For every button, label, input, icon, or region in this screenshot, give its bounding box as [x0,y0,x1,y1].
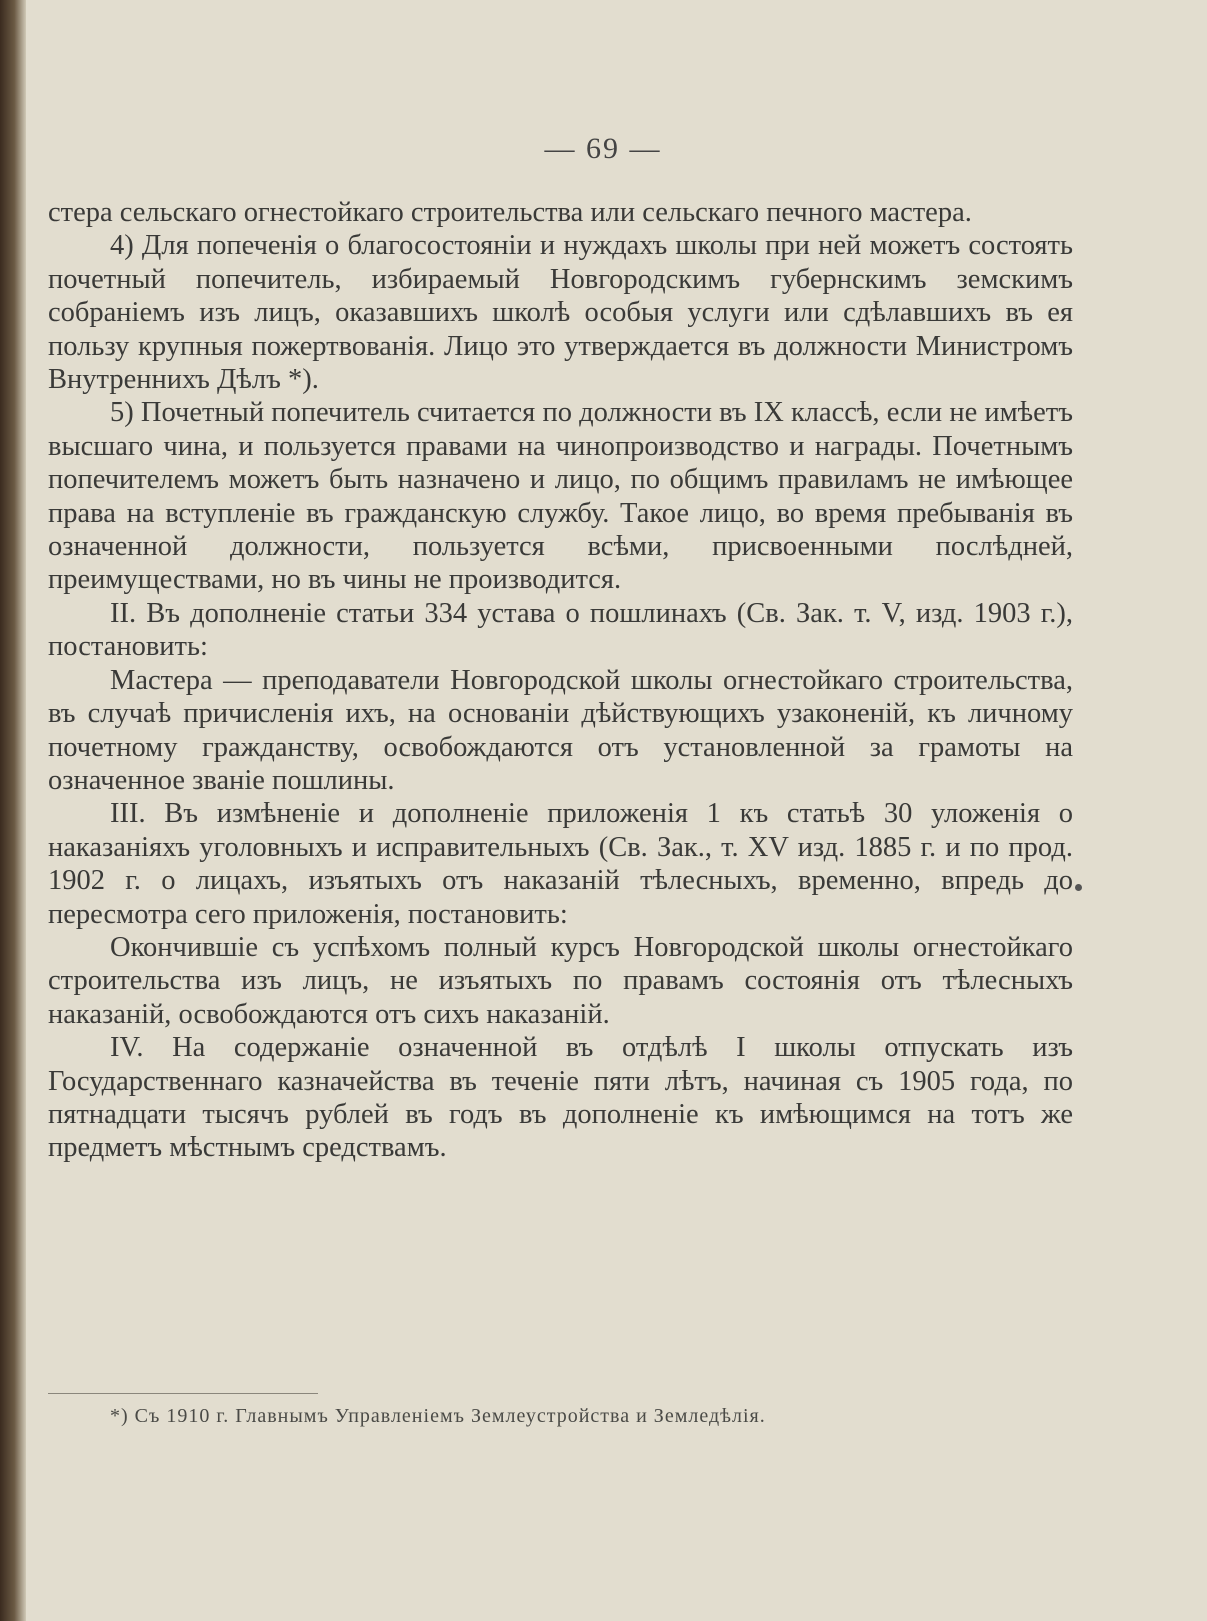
paragraph-graduates: Окончившіе съ успѣхомъ полный курсъ Новгородской школы огнестойкаго строительства изъ лицъ, не изъятыхъ по правамъ состоянія отъ тѣлесныхъ наказаній, освобождаются отъ сихъ наказаній. [48,931,1073,1030]
paragraph-masters: Мастера — преподаватели Новгородской школы огнестойкаго строительства, въ случаѣ причисленія ихъ, на основаніи дѣйствующихъ узаконеній, къ личному почетному гражданству, освобождаются отъ установленной за грамоты на означенное званіе пошлины. [48,664,1073,796]
paragraph-item-5: 5) Почетный попечитель считается по должности въ IX классѣ, если не имѣетъ высшаго чина, и пользуется правами на чинопроизводство и награды. Почетнымъ попечителемъ можетъ быть назначено и лицо, по общимъ правиламъ не имѣющее права на вступленіе въ гражданскую службу. Такое лицо, во время пребыванія въ означенной должности, пользуется всѣми, присвоенными послѣдней, преимуществами, но въ чины не производится. [48,397,1073,596]
footnote-divider [48,1393,318,1394]
paragraph-continuation: стера сельскаго огнестойкаго строительства или сельскаго печного мастера. [48,197,972,228]
page-body [48,196,1073,1165]
book-spine-shadow [0,0,26,1621]
footnote: *) Съ 1910 г. Главнымъ Управленіемъ Землеустройства и Земледѣлія. [110,1405,766,1427]
paragraph-item-4: 4) Для попеченія о благосостояніи и нуждахъ школы при ней можетъ состоять почетный попечитель, избираемый Новгородскимъ губернскимъ земскимъ собраніемъ изъ лицъ, оказавшихъ школѣ особыя услуги или сдѣлавшихъ въ ея пользу крупныя пожертвованія. Лицо это утверждается въ должности Министромъ Внутреннихъ Дѣлъ *). [48,230,1073,396]
ink-spot [1075,884,1082,891]
page-number: — 69 — [544,132,662,165]
book-page [48,0,1073,1621]
paragraph-section-4: IV. На содержаніе означенной въ отдѣлѣ I школы отпускать изъ Государственнаго казначейства въ теченіе пяти лѣтъ, начиная съ 1905 года, по пятнадцати тысячъ рублей въ годъ въ дополненіе къ имѣющимся на тотъ же предметъ мѣстнымъ средствамъ. [48,1032,1073,1164]
paragraph-section-2: II. Въ дополненіе статьи 334 устава о пошлинахъ (Св. Зак. т. V, изд. 1903 г.), постановить: [48,597,1073,663]
paragraph-section-3: III. Въ измѣненіе и дополненіе приложенія 1 къ статьѣ 30 уложенія о наказаніяхъ уголовныхъ и исправительныхъ (Св. Зак., т. XV изд. 1885 г. и по прод. 1902 г. о лицахъ, изъятыхъ отъ наказаній тѣлесныхъ, временно, впредь до пересмотра сего приложенія, постановить: [48,798,1073,930]
